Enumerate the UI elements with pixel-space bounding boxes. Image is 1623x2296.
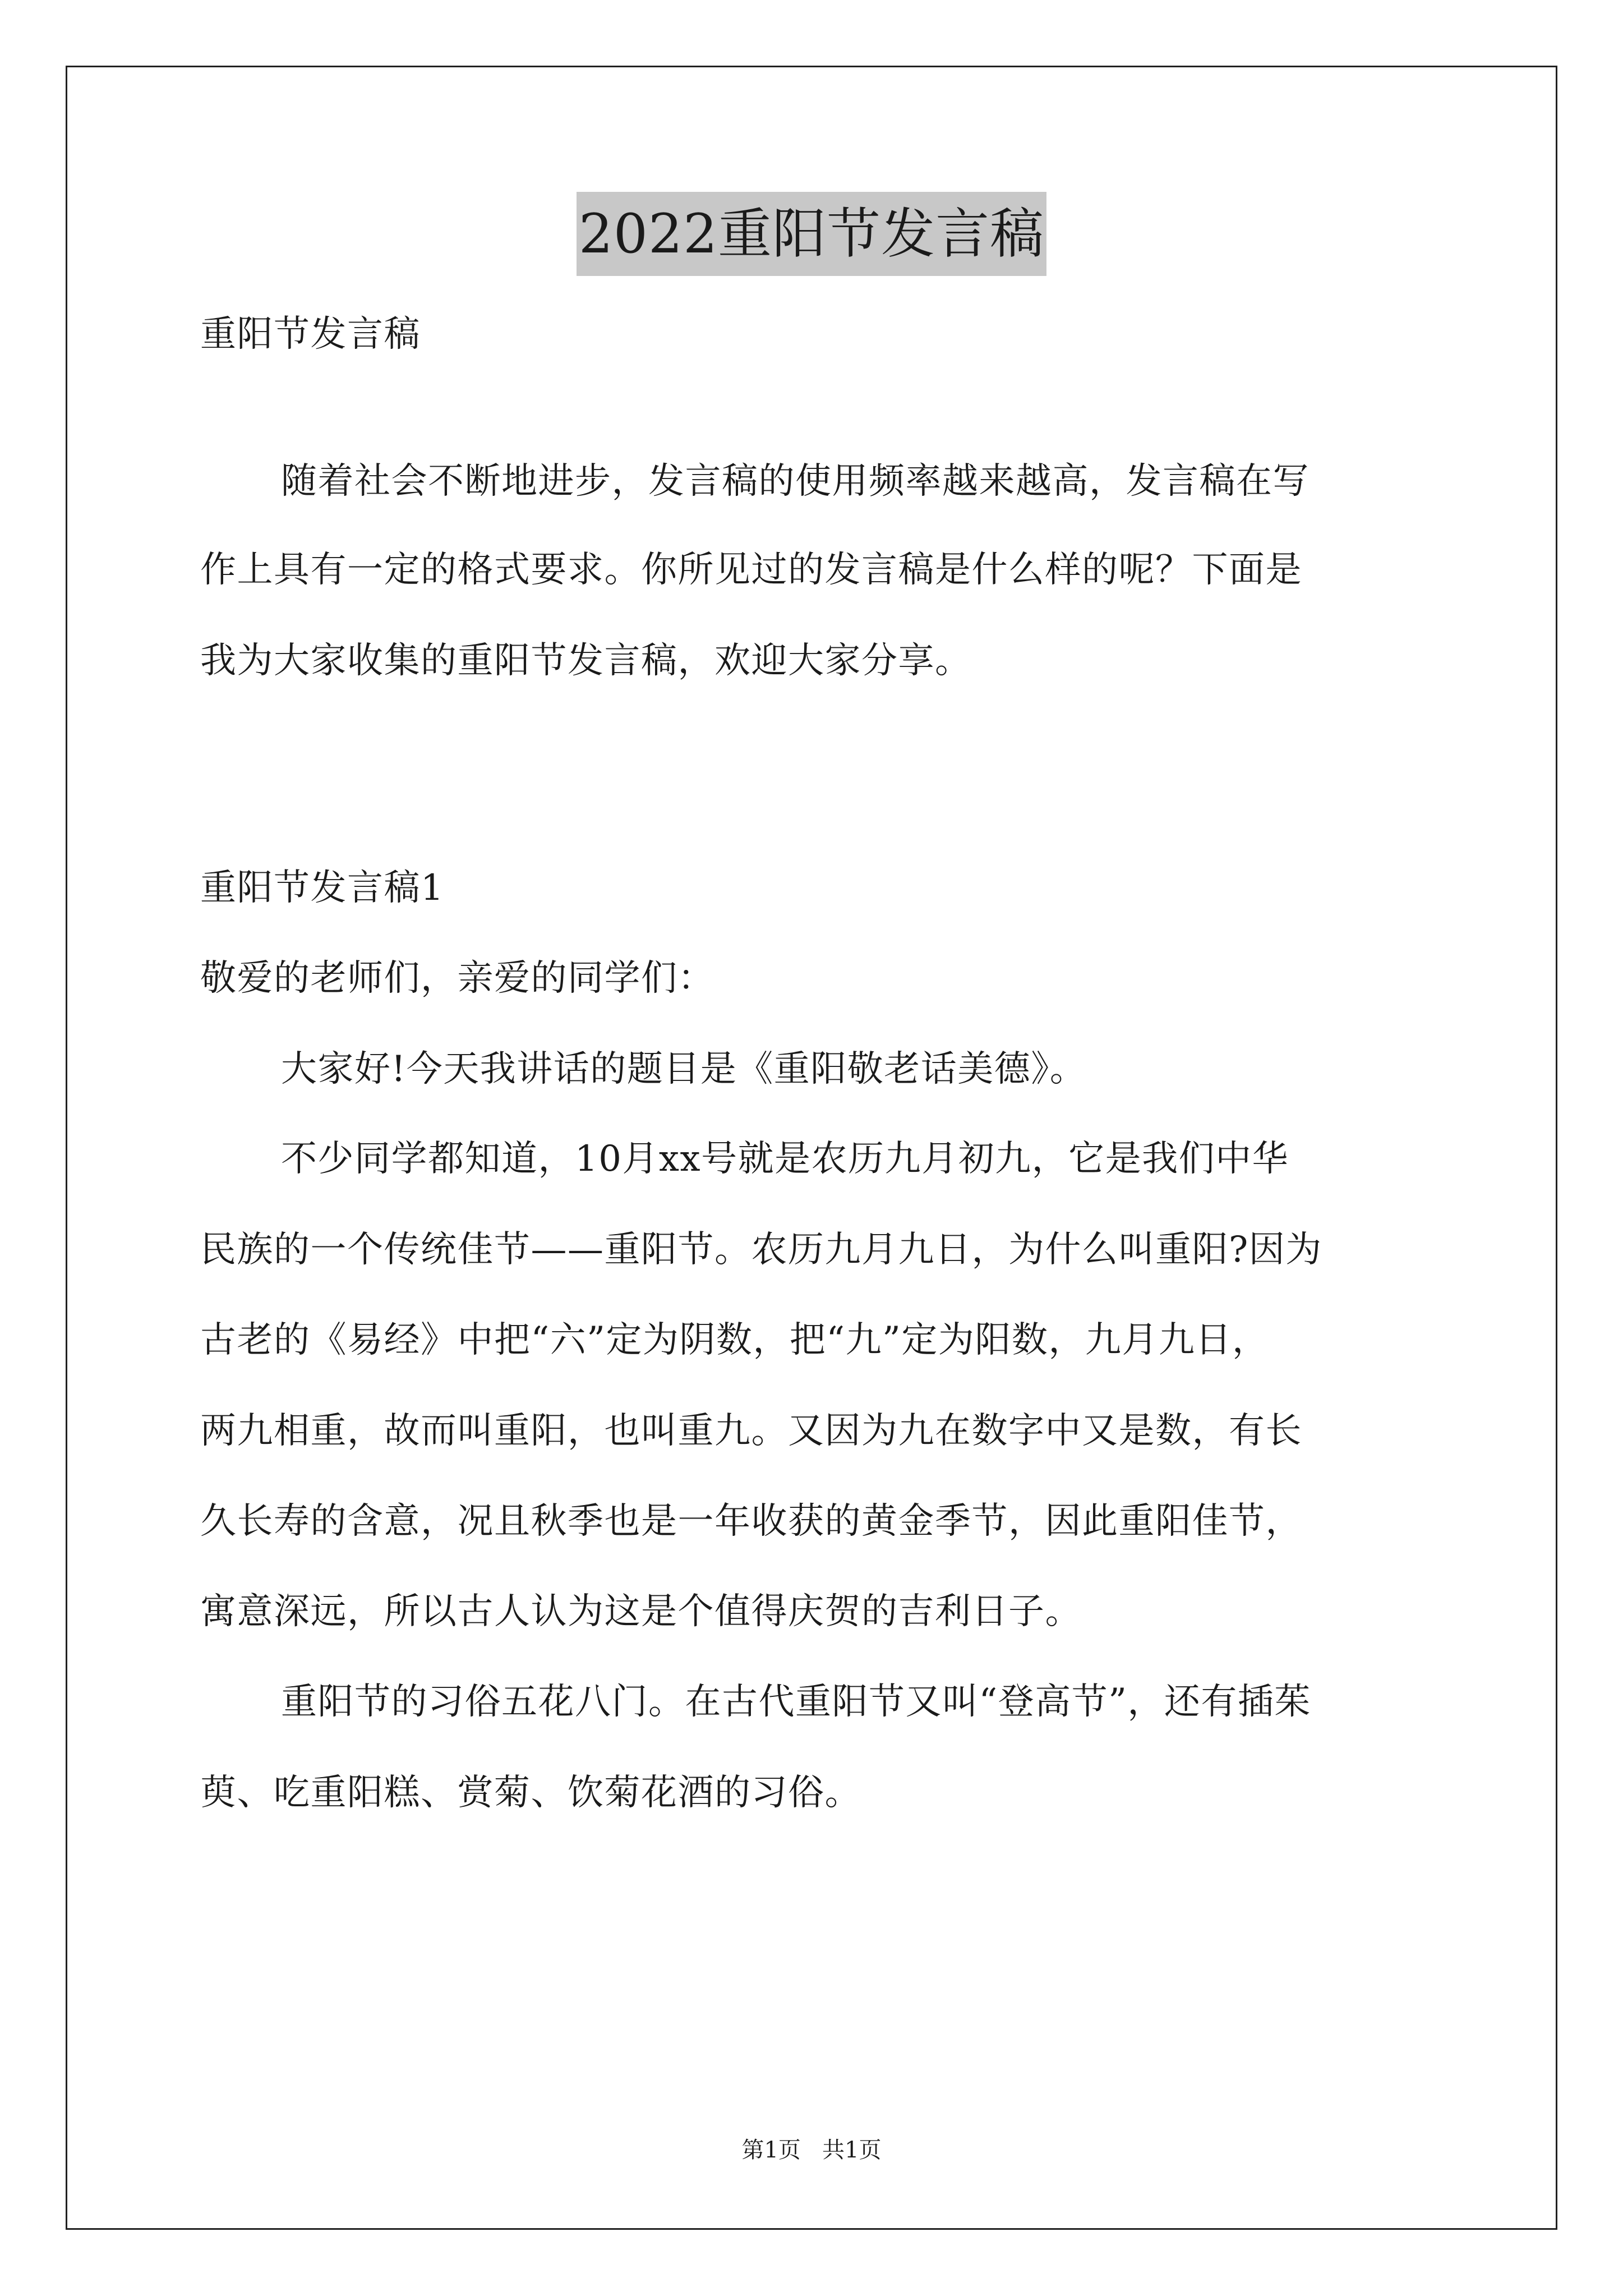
section-heading: 重阳节发言稿1 xyxy=(200,867,445,909)
paragraph-line: 寓意深远，所以古人认为这是个值得庆贺的吉利日子。 xyxy=(200,1591,1082,1632)
page-footer: 第1页 共1页 xyxy=(741,2137,882,2163)
paragraph-line: 作上具有一定的格式要求。你所见过的发言稿是什么样的呢？下面是 xyxy=(200,549,1302,591)
paragraph-line: 萸、吃重阳糕、赏菊、饮菊花酒的习俗。 xyxy=(200,1772,861,1814)
paragraph-line: 两九相重，故而叫重阳，也叫重九。又因为九在数字中又是数，有长 xyxy=(200,1410,1302,1452)
paragraph-line: 重阳节的习俗五花八门。在古代重阳节又叫“登高节”，还有插茱 xyxy=(281,1681,1311,1723)
paragraph-line: 古老的《易经》中把“六”定为阴数，把“九”定为阳数，九月九日， xyxy=(200,1319,1269,1361)
paragraph-line: 随着社会不断地进步，发言稿的使用频率越来越高，发言稿在写 xyxy=(281,461,1310,502)
paragraph-line: 敬爱的老师们，亲爱的同学们： xyxy=(200,958,714,999)
paragraph-line: 我为大家收集的重阳节发言稿，欢迎大家分享。 xyxy=(200,640,972,682)
paragraph-line: 久长寿的含意，况且秋季也是一年收获的黄金季节，因此重阳佳节， xyxy=(200,1501,1302,1542)
paragraph-line: 重阳节发言稿 xyxy=(200,314,421,355)
paragraph-line: 大家好!今天我讲话的题目是《重阳敬老话美德》。 xyxy=(281,1048,1087,1090)
document-title-text: 2022重阳节发言稿 xyxy=(577,192,1046,276)
paragraph-line: 民族的一个传统佳节——重阳节。农历九月九日，为什么叫重阳?因为 xyxy=(200,1229,1322,1271)
document-title xyxy=(0,192,1623,276)
paragraph-line: 不少同学都知道，10月xx号就是农历九月初九，它是我们中华 xyxy=(281,1138,1289,1180)
